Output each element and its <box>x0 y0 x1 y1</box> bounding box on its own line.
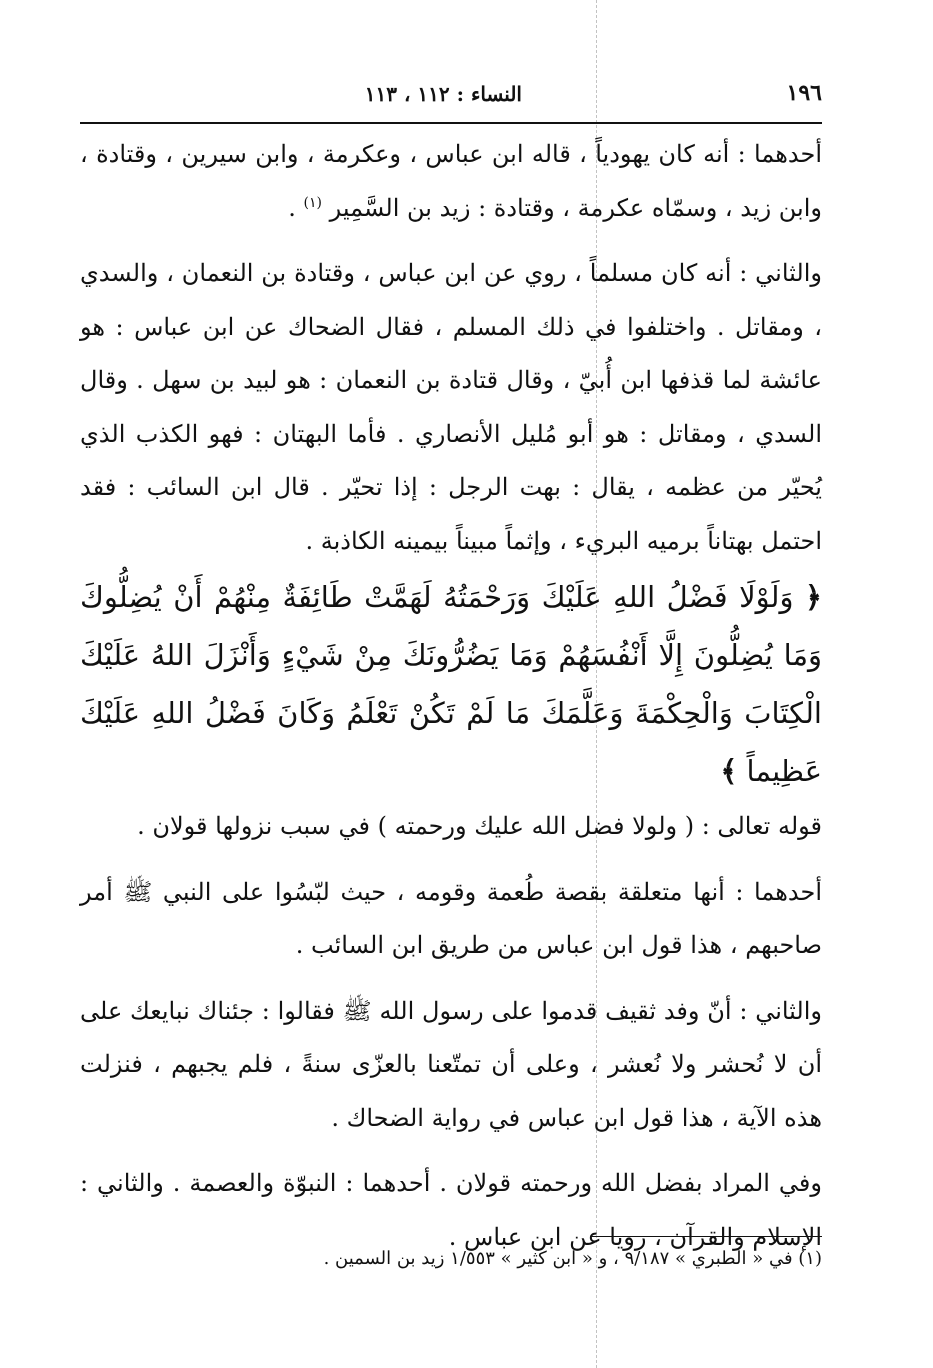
footnote-rule <box>590 1236 822 1237</box>
verse-text: وَلَوْلَا فَضْلُ اللهِ عَلَيْكَ وَرَحْمَتُهُ لَهَمَّتْ طَائِفَةٌ مِنْهُمْ أَنْ يُضِلُّوكَ وَمَا يُضِلُّونَ إِلَّا أَنْفُسَهُمْ وَمَا يَضُرُّونَكَ مِنْ شَيْءٍ وَأَنْزَلَ اللهُ عَلَيْكَ الْكِتَابَ وَالْحِكْمَةَ وَعَلَّمَكَ مَا لَمْ تَكُنْ تَعْلَمُ وَكَانَ فَضْلُ اللهِ عَلَيْكَ عَظِيماً <box>80 580 822 788</box>
page-body <box>80 128 822 1264</box>
quran-verse <box>80 568 822 800</box>
footnote-text: (١) في « الطبري » ٩/١٨٧ ، و « ابن كثير » ١/٥٥٣ زيد بن السمين . <box>323 1248 822 1269</box>
footnote <box>80 1244 822 1274</box>
verse-open-bracket: ﴿ <box>805 580 823 614</box>
paragraph-end: . <box>288 193 296 222</box>
footnote-reference: (١) <box>303 194 322 211</box>
paragraph-occasion-first: أحدهما : أنها متعلقة بقصة طُعمة وقومه ، حيث لبّسُوا على النبي ﷺ أمر صاحبهم ، هذا قول ابن عباس من طريق ابن السائب . <box>80 877 822 959</box>
paragraph-text: أحدهما : أنه كان يهودياً ، قاله ابن عباس ، وعكرمة ، وابن سيرين ، وقتادة ، وابن زيد ، وسمّاه عكرمة ، وقتادة : زيد بن السَّمِير <box>80 140 822 222</box>
paragraph-first-opinion <box>80 128 822 235</box>
header-rule <box>80 122 822 124</box>
running-title: النساء : ١١٢ ، ١١٣ <box>364 82 522 106</box>
paragraph-second-opinion: والثاني : أنه كان مسلماً ، روي عن ابن عباس ، وقتادة بن النعمان ، والسدي ، ومقاتل . واختلفوا في ذلك المسلم ، فقال الضحاك عن ابن عباس : هو عائشة لما قذفها ابن أُبيّ ، وقال قتادة بن النعمان : هو لبيد بن سهل . وقال السدي ، ومقاتل : هو أبو مُليل الأنصاري . فأما البهتان : فهو الكذب الذي يُحيّر من عظمه ، يقال : بهت الرجل : إذا تحيّر . قال ابن السائب : فقد احتمل بهتاناً برميه البريء ، وإثماً مبيناً بيمينه الكاذبة . <box>80 259 822 555</box>
page-number: ١٩٦ <box>786 80 822 106</box>
paragraph-occasion-second: والثاني : أنّ وفد ثقيف قدموا على رسول الله ﷺ فقالوا : جئناك نبايعك على أن لا نُحشر ولا نُعشر ، وعلى أن تمتّعنا بالعزّى سنةً ، فلم يجبهم ، فنزلت هذه الآية ، هذا قول ابن عباس في رواية الضحاك . <box>80 996 822 1132</box>
verse-close-bracket: ﴾ <box>720 754 738 788</box>
paragraph-meaning: وفي المراد بفضل الله ورحمته قولان . أحدهما : النبوّة والعصمة . والثاني : الإسلام والقرآن ، رويا عن ابن عباس . <box>80 1169 822 1251</box>
page-header <box>80 80 822 114</box>
paragraph-occasion-heading: قوله تعالى : ( ولولا فضل الله عليك ورحمته ) في سبب نزولها قولان . <box>137 812 822 840</box>
